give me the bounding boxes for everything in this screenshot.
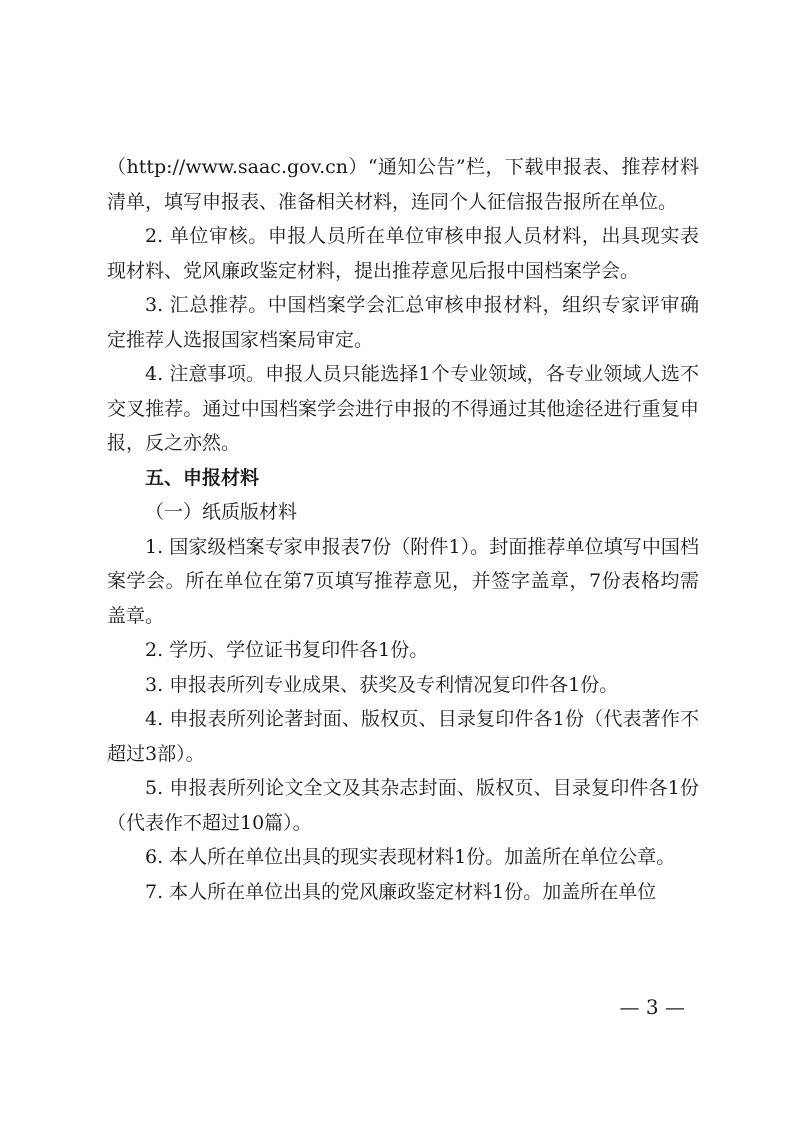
paragraph-item-3: 3. 申报表所列专业成果、获奖及专利情况复印件各1份。 bbox=[145, 673, 619, 696]
paragraph-item-1: 1. 国家级档案专家申报表7份（附件1）。封面推荐单位填写中国档案学会。所在单位在第7页填写推荐意见，并签字盖章，7份表格均需盖章。 bbox=[107, 535, 699, 627]
paragraph-item-2: 2. 学历、学位证书复印件各1份。 bbox=[145, 639, 429, 661]
paragraph-continued-url: （http://www.saac.gov.cn）“通知公告”栏，下载申报表、推荐材料清单，填写申报表、准备相关材料，连同个人征信报告报所在单位。 bbox=[107, 156, 699, 213]
subheading-paper-materials: （一）纸质版材料 bbox=[145, 501, 298, 523]
paragraph-item-7: 7. 本人所在单位出具的党风廉政鉴定材料1份。加盖所在单位 bbox=[145, 880, 657, 903]
paragraph-item-5: 5. 申报表所列论文全文及其杂志封面、版权页、目录复印件各1份（代表作不超过10篇）。 bbox=[107, 777, 699, 834]
paragraph-item-4: 4. 申报表所列论著封面、版权页、目录复印件各1份（代表著作不超过3部）。 bbox=[107, 708, 699, 765]
paragraph-item-6: 6. 本人所在单位出具的现实表现材料1份。加盖所在单位公章。 bbox=[145, 846, 676, 868]
paragraph-summary-recommend: 3. 汇总推荐。中国档案学会汇总审核申报材料，组织专家评审确定推荐人选报国家档案局审定。 bbox=[107, 294, 699, 351]
body-text bbox=[107, 150, 699, 909]
paragraph-unit-review: 2. 单位审核。申报人员所在单位审核申报人员材料，出具现实表现材料、党风廉政鉴定材料，提出推荐意见后报中国档案学会。 bbox=[107, 225, 699, 282]
section-heading-materials: 五、申报材料 bbox=[145, 466, 260, 489]
page-number: — 3 — bbox=[619, 995, 685, 1019]
paragraph-notes: 4. 注意事项。申报人员只能选择1个专业领域，各专业领域人选不交叉推荐。通过中国档案学会进行申报的不得通过其他途径进行重复申报，反之亦然。 bbox=[107, 363, 699, 454]
